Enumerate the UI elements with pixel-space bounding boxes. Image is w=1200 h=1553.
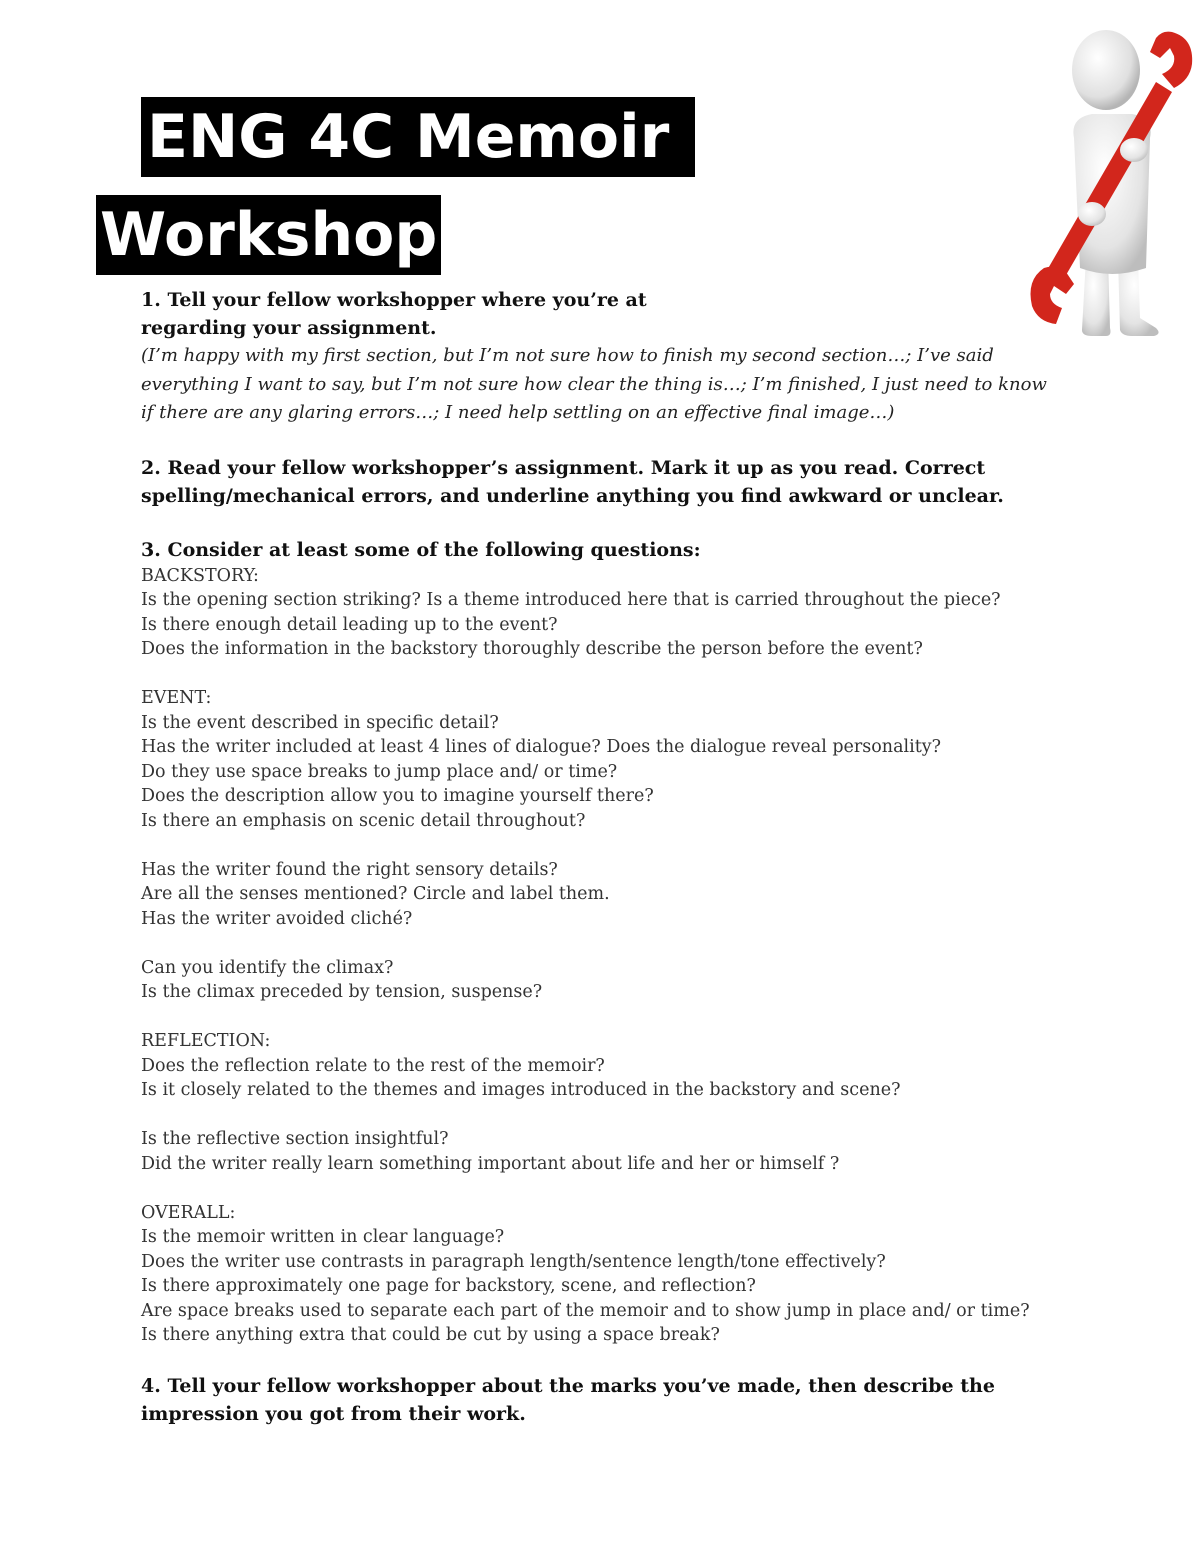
question-1-note-line-1: (I’m happy with my first section, but I’m not sure how to finish my second section…; I’ve said [141, 345, 994, 366]
list-item: Does the reflection relate to the rest of the memoir? [141, 1055, 605, 1076]
list-item: Do they use space breaks to jump place and/ or time? [141, 761, 618, 782]
event-questions [141, 711, 1161, 834]
backstory-questions [141, 588, 1161, 662]
overall-label: OVERALL: [141, 1202, 236, 1223]
list-item: Has the writer found the right sensory details? [141, 859, 558, 880]
question-1-note-line-2: everything I want to say, but I’m not sure how clear the thing is…; I’m finished, I just need to know [141, 373, 1047, 395]
event-climax-questions [141, 956, 1161, 1005]
list-item: Are all the senses mentioned? Circle and label them. [141, 884, 610, 904]
title-line-2: Workshop [96, 195, 441, 275]
question-2-line-2: spelling/mechanical errors, and underline anything you find awkward or unclear. [141, 484, 1004, 507]
list-item: Can you identify the climax? [141, 957, 394, 978]
list-item: Did the writer really learn something important about life and her or himself ? [141, 1153, 840, 1174]
list-item: Are space breaks used to separate each part of the memoir and to show jump in place and/ or time? [141, 1300, 1030, 1321]
question-1-heading-line-1: 1. Tell your fellow workshopper where you’re at [141, 289, 647, 311]
reflection-questions [141, 1054, 1161, 1103]
question-3-heading: 3. Consider at least some of the following questions: [141, 538, 701, 561]
list-item: Is there enough detail leading up to the event? [141, 614, 558, 635]
list-item: Is it closely related to the themes and images introduced in the backstory and scene? [141, 1080, 901, 1100]
worksheet-body [141, 286, 1161, 1428]
event-label: EVENT: [141, 688, 212, 708]
question-4-line-1: 4. Tell your fellow workshopper about the marks you’ve made, then describe the [141, 1375, 995, 1397]
list-item: Does the description allow you to imagine yourself there? [141, 786, 654, 806]
backstory-label: BACKSTORY: [141, 565, 259, 586]
list-item: Does the information in the backstory thoroughly describe the person before the event? [141, 639, 923, 659]
reflection-insight-questions [141, 1127, 1161, 1176]
title-line-1: ENG 4C Memoir [141, 97, 695, 177]
question-1-note-line-3: if there are any glaring errors…; I need help settling on an effective final image…) [141, 402, 895, 423]
list-item: Is the event described in specific detail? [141, 712, 499, 733]
reflection-label: REFLECTION: [141, 1031, 271, 1051]
list-item: Is the climax preceded by tension, suspense? [141, 982, 543, 1002]
list-item: Is there anything extra that could be cut by using a space break? [141, 1325, 720, 1345]
list-item: Is there approximately one page for backstory, scene, and reflection? [141, 1276, 756, 1296]
question-1-heading-line-2: regarding your assignment. [141, 317, 437, 339]
list-item: Is the reflective section insightful? [141, 1129, 449, 1149]
overall-questions [141, 1225, 1161, 1348]
list-item: Has the writer included at least 4 lines of dialogue? Does the dialogue reveal personality? [141, 737, 941, 757]
list-item: Does the writer use contrasts in paragraph length/sentence length/tone effectively? [141, 1251, 886, 1272]
list-item: Is the memoir written in clear language? [141, 1227, 505, 1247]
list-item: Is there an emphasis on scenic detail throughout? [141, 810, 586, 831]
question-4-line-2: impression you got from their work. [141, 1403, 526, 1425]
question-3 [141, 536, 1161, 1348]
event-sensory-questions [141, 858, 1161, 932]
question-2 [141, 454, 1161, 510]
question-1 [141, 286, 1161, 428]
list-item: Has the writer avoided cliché? [141, 908, 413, 929]
list-item: Is the opening section striking? Is a theme introduced here that is carried throughout the piece? [141, 590, 1001, 610]
question-4 [141, 1372, 1161, 1428]
question-2-line-1: 2. Read your fellow workshopper’s assignment. Mark it up as you read. Correct [141, 456, 986, 479]
